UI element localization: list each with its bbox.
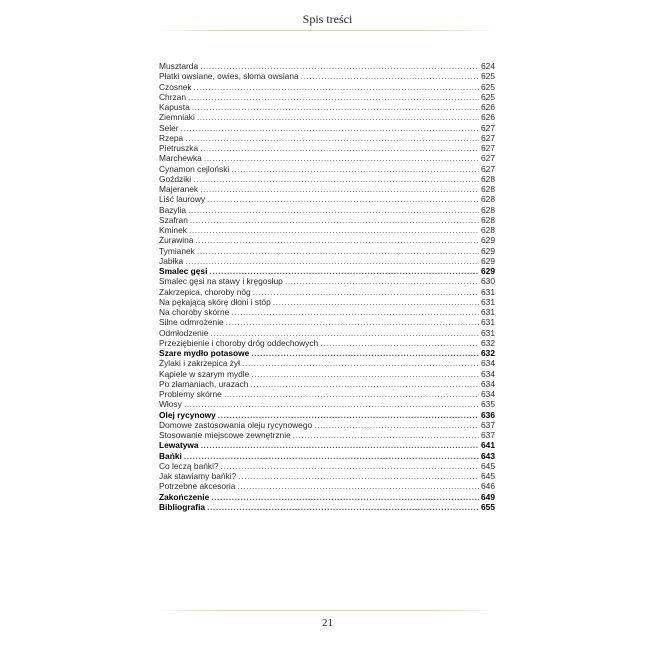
toc-entry-title: Jak stawiamy bańki?: [159, 471, 237, 481]
toc-entry-title: Seler: [159, 122, 179, 133]
toc-entry-page: 629: [481, 255, 495, 266]
running-header: [0, 12, 655, 27]
toc-entry-title: Czosnek: [159, 81, 192, 92]
toc-entry-page: 627: [481, 163, 495, 174]
toc-entry: [159, 174, 495, 184]
toc-entry-title: Goździki: [159, 173, 192, 184]
page-number: 21: [322, 617, 333, 629]
header-divider: [158, 30, 496, 31]
dot-leader: [184, 451, 479, 461]
dot-leader: [207, 502, 479, 512]
toc-entry-title: Szafran: [159, 214, 188, 225]
toc-entry: [159, 123, 495, 133]
toc-entry: [159, 297, 495, 307]
dot-leader: [195, 235, 479, 245]
toc-entry-title: Odmłodzenie: [159, 327, 209, 338]
dot-leader: [200, 184, 479, 194]
dot-leader: [200, 61, 479, 71]
toc-entry: [159, 481, 495, 491]
toc-entry-title: Stosowanie miejscowe zewnętrznie: [159, 430, 291, 440]
dot-leader: [231, 307, 479, 317]
toc-entry-page: 635: [481, 399, 495, 410]
toc-entry-page: 628: [481, 173, 495, 184]
toc-entry-title: Zakrzepica, choroby nóg: [159, 286, 251, 297]
dot-leader: [251, 348, 479, 358]
dot-leader: [188, 92, 479, 102]
toc-entry-title: Na pękającą skórę dłoni i stóp: [159, 296, 271, 307]
toc-entry-title: Żurawina: [159, 235, 194, 246]
toc-entry-page: 631: [481, 296, 495, 307]
dot-leader: [185, 256, 479, 266]
dot-leader: [197, 246, 479, 256]
toc-entry: [159, 133, 495, 143]
toc-entry: [159, 112, 495, 122]
toc-entry-page: 632: [481, 337, 495, 348]
toc-entry: [159, 379, 495, 389]
toc-entry-page: 645: [481, 460, 495, 471]
toc-section-entry: [159, 492, 495, 502]
toc-entry-page: 629: [481, 235, 495, 246]
page-footer: [0, 617, 655, 629]
toc-entry-page: 624: [481, 61, 495, 71]
toc-entry-page: 625: [481, 81, 495, 92]
toc-entry: [159, 328, 495, 338]
toc-entry-page: 630: [481, 276, 495, 287]
dot-leader: [285, 276, 479, 286]
dot-leader: [184, 399, 479, 409]
dot-leader: [293, 430, 479, 440]
toc-entry-page: 634: [481, 358, 495, 369]
toc-entry-title: Płatki owsiane, owies, słoma owsiana: [159, 71, 299, 82]
toc-entry-title: Włosy: [159, 399, 182, 410]
dot-leader: [189, 225, 479, 235]
toc-entry: [159, 307, 495, 317]
toc-entry-title: Lewatywa: [159, 440, 199, 451]
toc-section-entry: [159, 410, 495, 420]
dot-leader: [193, 174, 479, 184]
toc-section-entry: [159, 451, 495, 461]
toc-entry-title: Na choroby skórne: [159, 307, 230, 317]
dot-leader: [207, 194, 479, 204]
toc-entry-page: 628: [481, 204, 495, 215]
toc-entry-page: 627: [481, 132, 495, 143]
toc-entry: [159, 287, 495, 297]
toc-entry-page: 626: [481, 112, 495, 123]
toc-entry-title: Potrzebne akcesoria: [159, 481, 236, 492]
toc-entry-page: 631: [481, 327, 495, 338]
dot-leader: [224, 389, 479, 399]
toc-entry: [159, 153, 495, 163]
toc-entry-title: Kminek: [159, 225, 187, 235]
dot-leader: [250, 379, 479, 389]
toc-entry-title: Cynamon cejloński: [159, 163, 230, 174]
toc-entry: [159, 399, 495, 409]
toc-entry: [159, 225, 495, 235]
toc-entry: [159, 369, 495, 379]
toc-entry-title: Pietruszka: [159, 143, 199, 153]
toc-entry-title: Liść laurowy: [159, 194, 206, 205]
dot-leader: [273, 297, 479, 307]
dot-leader: [209, 266, 479, 276]
toc-entry-page: 636: [481, 409, 495, 420]
dot-leader: [237, 481, 479, 491]
toc-entry-title: Żylaki i zakrzepica żył: [159, 358, 240, 369]
toc-entry-page: 629: [481, 266, 495, 276]
toc-entry-page: 627: [481, 153, 495, 164]
toc-entry-title: Zakończenie: [159, 491, 210, 502]
dot-leader: [253, 287, 479, 297]
toc-entry: [159, 71, 495, 81]
toc-entry: [159, 430, 495, 440]
toc-entry: [159, 143, 495, 153]
toc-entry-page: 641: [481, 440, 495, 451]
dot-leader: [218, 410, 479, 420]
dot-leader: [204, 153, 479, 163]
toc-entry-title: Ziemniaki: [159, 112, 195, 123]
dot-leader: [211, 492, 479, 502]
toc-entry-title: Po złamaniach, urazach: [159, 378, 249, 389]
toc-entry-title: Chrzan: [159, 91, 186, 102]
dot-leader: [251, 369, 479, 379]
toc-entry-title: Majeranek: [159, 184, 199, 194]
dot-leader: [188, 205, 479, 215]
toc-entry: [159, 215, 495, 225]
toc-entry: [159, 317, 495, 327]
dot-leader: [210, 328, 479, 338]
dot-leader: [200, 143, 479, 153]
toc-entry-page: 631: [481, 307, 495, 317]
dot-leader: [190, 215, 479, 225]
toc-section-entry: [159, 440, 495, 450]
toc-entry-title: Marchewka: [159, 153, 202, 164]
toc-entry-page: 627: [481, 122, 495, 133]
toc-entry-page: 625: [481, 91, 495, 102]
toc-entry: [159, 194, 495, 204]
dot-leader: [197, 112, 479, 122]
dot-leader: [226, 317, 479, 327]
toc-entry-title: Domowe zastosowania oleju rycynowego: [159, 419, 313, 430]
toc-entry-page: 625: [481, 71, 495, 82]
dot-leader: [314, 420, 479, 430]
toc-entry-page: 634: [481, 378, 495, 389]
toc-entry-page: 649: [481, 491, 495, 502]
toc-entry-title: Kapusta: [159, 102, 190, 112]
dot-leader: [221, 461, 479, 471]
toc-section-entry: [159, 266, 495, 276]
toc-entry: [159, 461, 495, 471]
toc-entry-title: Przeziębienie i choroby dróg oddechowych: [159, 337, 319, 348]
toc-entry-title: Problemy skórne: [159, 389, 222, 399]
toc-entry-page: 637: [481, 419, 495, 430]
toc-entry-title: Silne odmrożenie: [159, 317, 224, 328]
toc-entry: [159, 256, 495, 266]
toc-entry-title: Bibliografia: [159, 501, 206, 512]
toc-entry-page: 634: [481, 368, 495, 379]
toc-entry-title: Szare mydło potasowe: [159, 348, 250, 358]
toc-entry: [159, 205, 495, 215]
toc-entry: [159, 358, 495, 368]
toc-entry-page: 627: [481, 143, 495, 153]
toc-entry-page: 631: [481, 317, 495, 328]
toc-entry-title: Rzepa: [159, 132, 184, 143]
footer-divider: [158, 610, 496, 611]
dot-leader: [185, 133, 479, 143]
toc-entry: [159, 82, 495, 92]
toc-entry-title: Bańki: [159, 450, 182, 461]
dot-leader: [194, 82, 479, 92]
toc-entry: [159, 471, 495, 481]
toc-entry-page: 643: [481, 450, 495, 461]
toc-entry: [159, 102, 495, 112]
toc-entry-title: Kąpiele w szarym mydle: [159, 368, 250, 379]
toc-entry-page: 646: [481, 481, 495, 492]
header-title: Spis treści: [302, 12, 353, 26]
dot-leader: [231, 164, 479, 174]
toc-entry-title: Olej rycynowy: [159, 409, 216, 420]
toc-entry-title: Bazylia: [159, 204, 186, 215]
toc-entry: [159, 61, 495, 71]
toc-entry-title: Tymianek: [159, 245, 195, 256]
toc-section-entry: [159, 502, 495, 512]
toc-entry-page: 628: [481, 225, 495, 235]
toc-entry-title: Musztarda: [159, 61, 199, 71]
dot-leader: [301, 71, 479, 81]
dot-leader: [320, 338, 479, 348]
toc-entry-page: 628: [481, 214, 495, 225]
toc-entry: [159, 420, 495, 430]
toc-entry-page: 655: [481, 501, 495, 512]
dot-leader: [201, 440, 479, 450]
toc-section-entry: [159, 348, 495, 358]
toc-entry-title: Jabłka: [159, 255, 184, 266]
toc-entry-page: 631: [481, 286, 495, 297]
dot-leader: [192, 102, 479, 112]
toc-entry-page: 628: [481, 194, 495, 205]
toc-entry-page: 632: [481, 348, 495, 358]
toc-entry: [159, 184, 495, 194]
toc-entry-title: Co leczą bańki?: [159, 460, 219, 471]
dot-leader: [181, 123, 479, 133]
toc-entry: [159, 246, 495, 256]
toc-entry: [159, 338, 495, 348]
toc-entry: [159, 276, 495, 286]
toc-entry-page: 637: [481, 430, 495, 440]
toc-entry-page: 626: [481, 102, 495, 112]
toc-entry-page: 634: [481, 389, 495, 399]
toc-entry-page: 629: [481, 245, 495, 256]
toc-entry: [159, 164, 495, 174]
toc-entry-page: 645: [481, 471, 495, 481]
toc-entry: [159, 389, 495, 399]
dot-leader: [238, 471, 479, 481]
dot-leader: [242, 358, 479, 368]
toc-entry-page: 628: [481, 184, 495, 194]
table-of-contents: [159, 61, 495, 512]
toc-entry: [159, 92, 495, 102]
toc-entry-title: Smalec gęsi: [159, 266, 208, 276]
toc-entry: [159, 235, 495, 245]
toc-entry-title: Smalec gęsi na stawy i kręgosłup: [159, 276, 283, 287]
